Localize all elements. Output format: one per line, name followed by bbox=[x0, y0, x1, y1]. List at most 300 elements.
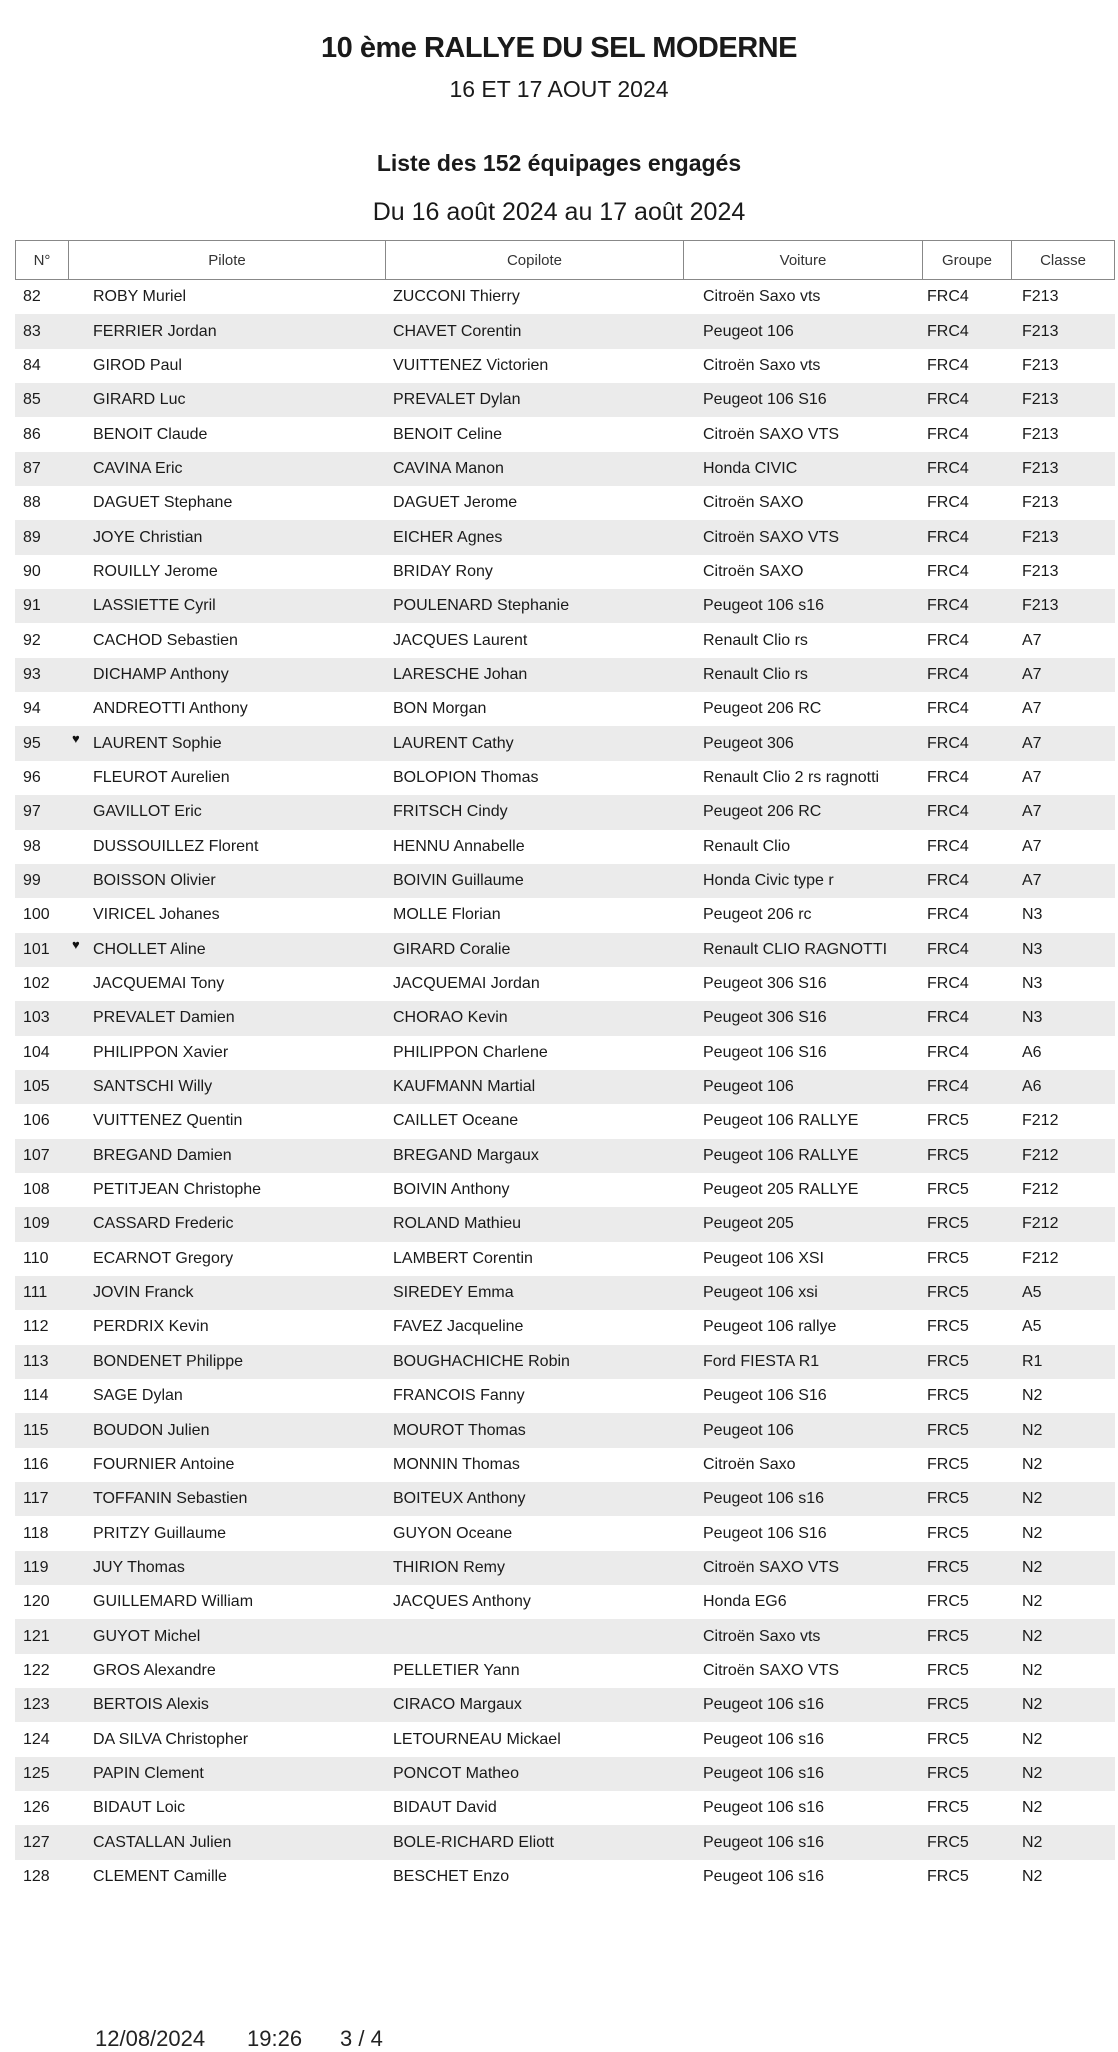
cell-groupe: FRC4 bbox=[927, 322, 969, 340]
cell-pilote: DUSSOUILLEZ Florent bbox=[93, 837, 259, 855]
cell-classe: F212 bbox=[1022, 1146, 1059, 1164]
cell-voiture: Citroën Saxo vts bbox=[703, 288, 821, 306]
table-row bbox=[15, 795, 1115, 829]
cell-number: 86 bbox=[23, 425, 41, 443]
cell-classe: F213 bbox=[1022, 597, 1059, 615]
cell-number: 113 bbox=[23, 1352, 49, 1370]
cell-number: 98 bbox=[23, 837, 41, 855]
cell-classe: N2 bbox=[1022, 1490, 1043, 1508]
footer-date: 12/08/2024 bbox=[95, 2026, 206, 2051]
cell-classe: N2 bbox=[1022, 1833, 1043, 1851]
cell-groupe: FRC5 bbox=[927, 1318, 969, 1336]
cell-voiture: Peugeot 306 S16 bbox=[703, 975, 827, 993]
table-row bbox=[15, 692, 1115, 726]
heart-icon: ♥ bbox=[72, 936, 80, 952]
table-row bbox=[15, 589, 1115, 623]
cell-pilote: JACQUEMAI Tony bbox=[93, 975, 225, 993]
table-row bbox=[15, 1654, 1115, 1688]
cell-number: 88 bbox=[23, 494, 41, 512]
cell-number: 84 bbox=[23, 356, 41, 374]
cell-groupe: FRC5 bbox=[927, 1421, 969, 1439]
cell-number: 126 bbox=[23, 1799, 50, 1817]
table-row bbox=[15, 1070, 1115, 1104]
cell-copilote: CAVINA Manon bbox=[393, 459, 504, 477]
cell-groupe: FRC4 bbox=[927, 1043, 969, 1061]
cell-groupe: FRC4 bbox=[927, 734, 969, 752]
cell-groupe: FRC4 bbox=[927, 1009, 969, 1027]
cell-classe: F213 bbox=[1022, 425, 1059, 443]
table-row bbox=[15, 1551, 1115, 1585]
cell-copilote: DAGUET Jerome bbox=[393, 494, 518, 512]
cell-groupe: FRC5 bbox=[927, 1558, 969, 1576]
cell-number: 94 bbox=[23, 700, 41, 718]
cell-copilote: VUITTENEZ Victorien bbox=[393, 356, 549, 374]
cell-groupe: FRC4 bbox=[927, 494, 969, 512]
cell-groupe: FRC5 bbox=[927, 1867, 969, 1885]
table-row bbox=[15, 1860, 1115, 1894]
table-row bbox=[15, 1413, 1115, 1447]
date-range: Du 16 août 2024 au 17 août 2024 bbox=[372, 198, 746, 226]
cell-voiture: Peugeot 205 RALLYE bbox=[703, 1181, 859, 1199]
cell-pilote: ROBY Muriel bbox=[93, 288, 187, 306]
cell-pilote bbox=[68, 730, 385, 753]
col-header-pilote: Pilote bbox=[69, 241, 386, 279]
cell-classe: F213 bbox=[1022, 356, 1059, 374]
cell-groupe: FRC4 bbox=[927, 872, 969, 890]
event-dates: 16 ET 17 AOUT 2024 bbox=[449, 76, 669, 102]
cell-classe: F213 bbox=[1022, 322, 1059, 340]
cell-copilote: THIRION Remy bbox=[393, 1558, 505, 1576]
table-row bbox=[15, 658, 1115, 692]
cell-pilote: FERRIER Jordan bbox=[93, 322, 217, 340]
cell-classe: N2 bbox=[1022, 1696, 1043, 1714]
cell-number: 92 bbox=[23, 631, 41, 649]
cell-pilote: FLEUROT Aurelien bbox=[93, 768, 230, 786]
cell-number: 127 bbox=[23, 1833, 50, 1851]
table-row bbox=[15, 1688, 1115, 1722]
table-row bbox=[15, 1276, 1115, 1310]
cell-pilote: GROS Alexandre bbox=[93, 1661, 216, 1679]
cell-number: 122 bbox=[23, 1661, 50, 1679]
cell-groupe: FRC4 bbox=[927, 940, 969, 958]
cell-classe: N3 bbox=[1022, 1009, 1043, 1027]
cell-pilote: GAVILLOT Eric bbox=[93, 803, 202, 821]
cell-voiture: Honda Civic type r bbox=[703, 872, 834, 890]
footer-time: 19:26 bbox=[247, 2026, 303, 2051]
cell-voiture: Citroën SAXO bbox=[703, 562, 804, 580]
cell-classe: N3 bbox=[1022, 975, 1043, 993]
table-row bbox=[15, 1139, 1115, 1173]
table-row bbox=[15, 967, 1115, 1001]
table-row bbox=[15, 1448, 1115, 1482]
table-row bbox=[15, 1345, 1115, 1379]
cell-copilote: CIRACO Margaux bbox=[393, 1696, 522, 1714]
cell-copilote: HENNU Annabelle bbox=[393, 837, 525, 855]
cell-voiture: Peugeot 205 bbox=[703, 1215, 794, 1233]
cell-copilote: POULENARD Stephanie bbox=[393, 597, 570, 615]
table-row bbox=[15, 761, 1115, 795]
entries-table bbox=[15, 240, 1115, 1894]
table-row bbox=[15, 1516, 1115, 1550]
cell-voiture: Peugeot 106 S16 bbox=[703, 1524, 827, 1542]
cell-pilote: CAVINA Eric bbox=[93, 459, 183, 477]
table-row bbox=[15, 1722, 1115, 1756]
table-row bbox=[15, 1379, 1115, 1413]
cell-copilote: BOIVIN Guillaume bbox=[393, 872, 524, 890]
cell-pilote: GIRARD Luc bbox=[93, 391, 186, 409]
table-row bbox=[15, 1482, 1115, 1516]
cell-number: 97 bbox=[23, 803, 41, 821]
cell-pilote: DAGUET Stephane bbox=[93, 494, 233, 512]
heart-icon: ♥ bbox=[72, 730, 80, 746]
cell-classe: R1 bbox=[1022, 1352, 1043, 1370]
cell-number: 93 bbox=[23, 665, 41, 683]
cell-number: 112 bbox=[23, 1318, 49, 1336]
cell-classe: A5 bbox=[1022, 1284, 1042, 1302]
cell-pilote: LASSIETTE Cyril bbox=[93, 597, 216, 615]
cell-voiture: Citroën Saxo vts bbox=[703, 356, 821, 374]
cell-groupe: FRC4 bbox=[927, 528, 969, 546]
cell-voiture: Peugeot 106 rallye bbox=[703, 1318, 837, 1336]
cell-groupe: FRC5 bbox=[927, 1455, 969, 1473]
cell-pilote: PHILIPPON Xavier bbox=[93, 1043, 229, 1061]
cell-copilote: BOUGHACHICHE Robin bbox=[393, 1352, 570, 1370]
cell-pilote: ROUILLY Jerome bbox=[93, 562, 218, 580]
cell-classe: A7 bbox=[1022, 665, 1042, 683]
table-row bbox=[15, 1585, 1115, 1619]
cell-voiture: Peugeot 106 S16 bbox=[703, 391, 827, 409]
cell-voiture: Honda CIVIC bbox=[703, 459, 798, 477]
cell-copilote: FRANCOIS Fanny bbox=[393, 1387, 525, 1405]
cell-classe: A7 bbox=[1022, 768, 1042, 786]
cell-copilote: JACQUEMAI Jordan bbox=[393, 975, 540, 993]
cell-number: 114 bbox=[23, 1387, 49, 1405]
cell-groupe: FRC4 bbox=[927, 391, 969, 409]
cell-pilote: JOVIN Franck bbox=[93, 1284, 194, 1302]
cell-copilote: BRIDAY Rony bbox=[393, 562, 493, 580]
cell-copilote: FRITSCH Cindy bbox=[393, 803, 508, 821]
cell-groupe: FRC4 bbox=[927, 631, 969, 649]
cell-pilote: CLEMENT Camille bbox=[93, 1867, 227, 1885]
cell-pilote: VIRICEL Johanes bbox=[93, 906, 220, 924]
cell-pilote bbox=[68, 936, 385, 959]
cell-voiture: Peugeot 106 bbox=[703, 1421, 794, 1439]
cell-classe: F212 bbox=[1022, 1215, 1059, 1233]
cell-classe: A7 bbox=[1022, 734, 1042, 752]
cell-copilote: MONNIN Thomas bbox=[393, 1455, 520, 1473]
cell-number: 101 bbox=[23, 940, 50, 958]
cell-copilote: BESCHET Enzo bbox=[393, 1867, 510, 1885]
cell-pilote: DICHAMP Anthony bbox=[93, 665, 229, 683]
cell-groupe: FRC5 bbox=[927, 1387, 969, 1405]
cell-pilote: JOYE Christian bbox=[93, 528, 203, 546]
col-header-voiture: Voiture bbox=[684, 241, 923, 279]
pilote-name: LAURENT Sophie bbox=[93, 734, 222, 752]
table-row bbox=[15, 383, 1115, 417]
table-body bbox=[15, 280, 1115, 1894]
cell-classe: N2 bbox=[1022, 1867, 1043, 1885]
cell-pilote: JUY Thomas bbox=[93, 1558, 185, 1576]
cell-classe: A7 bbox=[1022, 872, 1042, 890]
cell-groupe: FRC5 bbox=[927, 1833, 969, 1851]
cell-groupe: FRC5 bbox=[927, 1730, 969, 1748]
cell-classe: N2 bbox=[1022, 1524, 1043, 1542]
cell-copilote: JACQUES Anthony bbox=[393, 1593, 531, 1611]
cell-classe: A7 bbox=[1022, 803, 1042, 821]
cell-groupe: FRC5 bbox=[927, 1352, 969, 1370]
cell-copilote: JACQUES Laurent bbox=[393, 631, 528, 649]
cell-classe: N2 bbox=[1022, 1387, 1043, 1405]
cell-number: 111 bbox=[23, 1284, 48, 1302]
cell-groupe: FRC4 bbox=[927, 700, 969, 718]
cell-voiture: Peugeot 206 RC bbox=[703, 700, 822, 718]
table-row bbox=[15, 1619, 1115, 1653]
table-row bbox=[15, 417, 1115, 451]
table-row bbox=[15, 898, 1115, 932]
cell-voiture: Peugeot 106 RALLYE bbox=[703, 1146, 859, 1164]
cell-pilote: VUITTENEZ Quentin bbox=[93, 1112, 243, 1130]
cell-pilote: PETITJEAN Christophe bbox=[93, 1181, 262, 1199]
cell-copilote: CHORAO Kevin bbox=[393, 1009, 508, 1027]
cell-classe: N2 bbox=[1022, 1558, 1043, 1576]
cell-copilote: BENOIT Celine bbox=[393, 425, 503, 443]
cell-number: 119 bbox=[23, 1558, 49, 1576]
cell-voiture: Peugeot 106 xsi bbox=[703, 1284, 818, 1302]
cell-pilote: PRITZY Guillaume bbox=[93, 1524, 227, 1542]
cell-groupe: FRC5 bbox=[927, 1661, 969, 1679]
cell-groupe: FRC4 bbox=[927, 665, 969, 683]
col-header-number: N° bbox=[16, 241, 69, 279]
cell-copilote: PHILIPPON Charlene bbox=[393, 1043, 548, 1061]
cell-number: 120 bbox=[23, 1593, 50, 1611]
cell-copilote: BIDAUT David bbox=[393, 1799, 497, 1817]
cell-voiture: Renault CLIO RAGNOTTI bbox=[703, 940, 888, 958]
cell-groupe: FRC4 bbox=[927, 425, 969, 443]
cell-groupe: FRC4 bbox=[927, 356, 969, 374]
cell-number: 96 bbox=[23, 768, 41, 786]
cell-groupe: FRC5 bbox=[927, 1181, 969, 1199]
cell-copilote: MOLLE Florian bbox=[393, 906, 501, 924]
cell-classe: N2 bbox=[1022, 1730, 1043, 1748]
cell-voiture: Peugeot 106 s16 bbox=[703, 597, 824, 615]
table-row bbox=[15, 1757, 1115, 1791]
cell-pilote: SAGE Dylan bbox=[93, 1387, 183, 1405]
cell-copilote: BOIVIN Anthony bbox=[393, 1181, 510, 1199]
table-row bbox=[15, 1104, 1115, 1138]
cell-voiture: Citroën SAXO VTS bbox=[703, 425, 840, 443]
cell-pilote: GUYOT Michel bbox=[93, 1627, 201, 1645]
cell-pilote: DA SILVA Christopher bbox=[93, 1730, 249, 1748]
cell-classe: N2 bbox=[1022, 1799, 1043, 1817]
cell-classe: F213 bbox=[1022, 494, 1059, 512]
cell-voiture: Peugeot 106 s16 bbox=[703, 1799, 824, 1817]
cell-pilote: ECARNOT Gregory bbox=[93, 1249, 234, 1267]
cell-number: 118 bbox=[23, 1524, 49, 1542]
table-header bbox=[15, 240, 1115, 280]
cell-classe: A7 bbox=[1022, 700, 1042, 718]
cell-pilote: CACHOD Sebastien bbox=[93, 631, 238, 649]
cell-groupe: FRC4 bbox=[927, 288, 969, 306]
cell-copilote: EICHER Agnes bbox=[393, 528, 503, 546]
cell-voiture: Peugeot 106 s16 bbox=[703, 1867, 824, 1885]
table-row bbox=[15, 555, 1115, 589]
cell-number: 108 bbox=[23, 1181, 50, 1199]
cell-pilote: BOISSON Olivier bbox=[93, 872, 216, 890]
cell-pilote: BENOIT Claude bbox=[93, 425, 208, 443]
cell-voiture: Renault Clio rs bbox=[703, 665, 808, 683]
cell-classe: N2 bbox=[1022, 1593, 1043, 1611]
cell-number: 124 bbox=[23, 1730, 50, 1748]
cell-classe: A6 bbox=[1022, 1078, 1042, 1096]
cell-copilote: PELLETIER Yann bbox=[393, 1661, 520, 1679]
cell-copilote: GIRARD Coralie bbox=[393, 940, 511, 958]
cell-pilote: GUILLEMARD William bbox=[93, 1593, 254, 1611]
cell-pilote: FOURNIER Antoine bbox=[93, 1455, 235, 1473]
table-row bbox=[15, 314, 1115, 348]
cell-groupe: FRC5 bbox=[927, 1524, 969, 1542]
cell-classe: F213 bbox=[1022, 391, 1059, 409]
cell-voiture: Renault Clio 2 rs ragnotti bbox=[703, 768, 880, 786]
table-row bbox=[15, 933, 1115, 967]
cell-groupe: FRC4 bbox=[927, 562, 969, 580]
cell-copilote: ZUCCONI Thierry bbox=[393, 288, 520, 306]
cell-voiture: Peugeot 106 s16 bbox=[703, 1696, 824, 1714]
cell-groupe: FRC5 bbox=[927, 1593, 969, 1611]
cell-number: 115 bbox=[23, 1421, 49, 1439]
cell-voiture: Citroën Saxo bbox=[703, 1455, 796, 1473]
col-header-copilote: Copilote bbox=[386, 241, 684, 279]
cell-voiture: Citroën SAXO VTS bbox=[703, 528, 840, 546]
cell-copilote: CAILLET Oceane bbox=[393, 1112, 519, 1130]
cell-voiture: Peugeot 206 RC bbox=[703, 803, 822, 821]
cell-pilote: BOUDON Julien bbox=[93, 1421, 210, 1439]
cell-groupe: FRC5 bbox=[927, 1284, 969, 1302]
cell-voiture: Citroën SAXO VTS bbox=[703, 1558, 840, 1576]
cell-voiture: Citroën Saxo vts bbox=[703, 1627, 821, 1645]
col-header-groupe: Groupe bbox=[923, 241, 1012, 279]
table-row bbox=[15, 486, 1115, 520]
table-row bbox=[15, 520, 1115, 554]
cell-groupe: FRC4 bbox=[927, 459, 969, 477]
cell-copilote: LAMBERT Corentin bbox=[393, 1249, 533, 1267]
cell-copilote: FAVEZ Jacqueline bbox=[393, 1318, 524, 1336]
cell-voiture: Peugeot 106 s16 bbox=[703, 1764, 824, 1782]
cell-copilote: KAUFMANN Martial bbox=[393, 1078, 536, 1096]
cell-voiture: Peugeot 106 S16 bbox=[703, 1043, 827, 1061]
cell-pilote: ANDREOTTI Anthony bbox=[93, 700, 248, 718]
cell-voiture: Peugeot 306 bbox=[703, 734, 794, 752]
table-row bbox=[15, 349, 1115, 383]
cell-copilote: BOITEUX Anthony bbox=[393, 1490, 526, 1508]
cell-number: 87 bbox=[23, 459, 41, 477]
cell-copilote: SIREDEY Emma bbox=[393, 1284, 514, 1302]
cell-groupe: FRC5 bbox=[927, 1627, 969, 1645]
footer-page: 3 / 4 bbox=[340, 2026, 383, 2051]
cell-copilote: LETOURNEAU Mickael bbox=[393, 1730, 561, 1748]
cell-number: 99 bbox=[23, 872, 41, 890]
cell-classe: F212 bbox=[1022, 1181, 1059, 1199]
cell-classe: F213 bbox=[1022, 562, 1059, 580]
table-row bbox=[15, 1173, 1115, 1207]
cell-number: 104 bbox=[23, 1043, 50, 1061]
cell-groupe: FRC5 bbox=[927, 1112, 969, 1130]
cell-classe: N3 bbox=[1022, 906, 1043, 924]
cell-number: 106 bbox=[23, 1112, 50, 1130]
cell-number: 123 bbox=[23, 1696, 50, 1714]
cell-classe: N2 bbox=[1022, 1421, 1043, 1439]
cell-classe: A7 bbox=[1022, 837, 1042, 855]
table-row bbox=[15, 1791, 1115, 1825]
cell-voiture: Peugeot 106 s16 bbox=[703, 1490, 824, 1508]
cell-classe: A6 bbox=[1022, 1043, 1042, 1061]
cell-groupe: FRC5 bbox=[927, 1146, 969, 1164]
cell-voiture: Peugeot 106 bbox=[703, 1078, 794, 1096]
cell-pilote: SANTSCHI Willy bbox=[93, 1078, 213, 1096]
cell-groupe: FRC5 bbox=[927, 1696, 969, 1714]
cell-copilote: CHAVET Corentin bbox=[393, 322, 522, 340]
cell-copilote: PREVALET Dylan bbox=[393, 391, 521, 409]
cell-classe: A7 bbox=[1022, 631, 1042, 649]
cell-pilote: PAPIN Clement bbox=[93, 1764, 204, 1782]
table-row bbox=[15, 1036, 1115, 1070]
cell-groupe: FRC5 bbox=[927, 1215, 969, 1233]
cell-voiture: Peugeot 206 rc bbox=[703, 906, 812, 924]
cell-voiture: Citroën SAXO bbox=[703, 494, 804, 512]
cell-groupe: FRC4 bbox=[927, 837, 969, 855]
cell-groupe: FRC4 bbox=[927, 906, 969, 924]
cell-voiture: Citroën SAXO VTS bbox=[703, 1661, 840, 1679]
table-row bbox=[15, 452, 1115, 486]
table-row bbox=[15, 864, 1115, 898]
cell-number: 95 bbox=[23, 734, 41, 752]
cell-number: 128 bbox=[23, 1867, 50, 1885]
cell-pilote: CASTALLAN Julien bbox=[93, 1833, 232, 1851]
cell-copilote: LARESCHE Johan bbox=[393, 665, 528, 683]
cell-classe: F213 bbox=[1022, 459, 1059, 477]
cell-copilote: MOUROT Thomas bbox=[393, 1421, 526, 1439]
cell-copilote: ROLAND Mathieu bbox=[393, 1215, 522, 1233]
cell-number: 109 bbox=[23, 1215, 50, 1233]
col-header-classe: Classe bbox=[1012, 241, 1115, 279]
cell-pilote: BERTOIS Alexis bbox=[93, 1696, 209, 1714]
cell-groupe: FRC4 bbox=[927, 597, 969, 615]
cell-classe: A5 bbox=[1022, 1318, 1042, 1336]
cell-copilote: BOLOPION Thomas bbox=[393, 768, 539, 786]
table-row bbox=[15, 1242, 1115, 1276]
cell-classe: N2 bbox=[1022, 1661, 1043, 1679]
cell-pilote: BREGAND Damien bbox=[93, 1146, 232, 1164]
cell-number: 83 bbox=[23, 322, 41, 340]
cell-groupe: FRC4 bbox=[927, 1078, 969, 1096]
cell-classe: N2 bbox=[1022, 1627, 1043, 1645]
cell-number: 102 bbox=[23, 975, 50, 993]
cell-copilote: LAURENT Cathy bbox=[393, 734, 514, 752]
cell-groupe: FRC5 bbox=[927, 1764, 969, 1782]
table-row bbox=[15, 623, 1115, 657]
table-row bbox=[15, 830, 1115, 864]
table-row bbox=[15, 1310, 1115, 1344]
table-row bbox=[15, 1001, 1115, 1035]
cell-groupe: FRC4 bbox=[927, 975, 969, 993]
cell-number: 121 bbox=[23, 1627, 50, 1645]
cell-number: 103 bbox=[23, 1009, 50, 1027]
table-row bbox=[15, 726, 1115, 760]
cell-voiture: Renault Clio bbox=[703, 837, 791, 855]
cell-pilote: BONDENET Philippe bbox=[93, 1352, 243, 1370]
cell-number: 82 bbox=[23, 288, 41, 306]
cell-number: 90 bbox=[23, 562, 41, 580]
cell-pilote: CASSARD Frederic bbox=[93, 1215, 234, 1233]
